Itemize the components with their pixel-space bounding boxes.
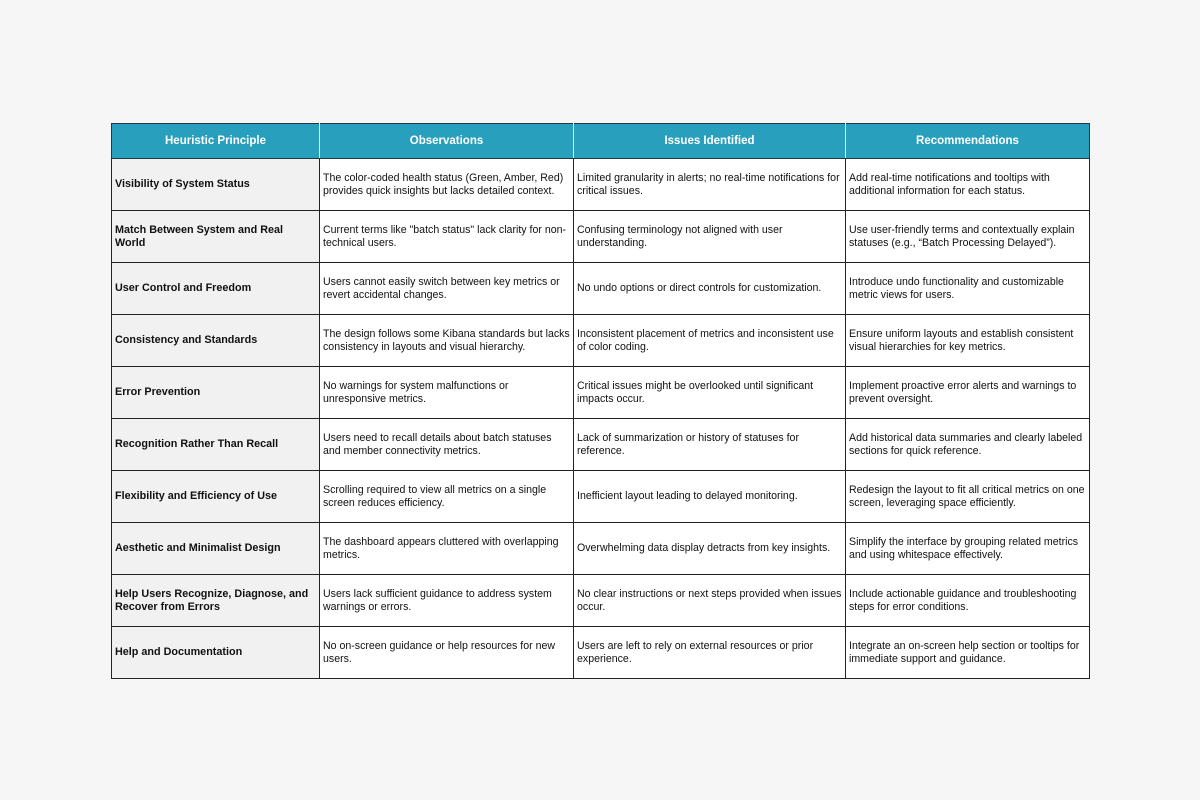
- principle-cell: Flexibility and Efficiency of Use: [112, 471, 320, 523]
- principle-cell: Visibility of System Status: [112, 159, 320, 211]
- principle-cell: Consistency and Standards: [112, 315, 320, 367]
- table-row: [112, 263, 1090, 315]
- table-row: [112, 471, 1090, 523]
- recommendation-cell: Add real-time notifications and tooltips with additional information for each status.: [846, 159, 1090, 211]
- observation-cell: The color-coded health status (Green, Amber, Red) provides quick insights but lacks detailed context.: [320, 159, 574, 211]
- observation-cell: Current terms like "batch status" lack clarity for non-technical users.: [320, 211, 574, 263]
- header-recommendations: Recommendations: [846, 124, 1090, 159]
- principle-cell: Help Users Recognize, Diagnose, and Recover from Errors: [112, 575, 320, 627]
- table-row: [112, 523, 1090, 575]
- table-row: [112, 211, 1090, 263]
- principle-cell: User Control and Freedom: [112, 263, 320, 315]
- observation-cell: The design follows some Kibana standards but lacks consistency in layouts and visual hierarchy.: [320, 315, 574, 367]
- issue-cell: Inconsistent placement of metrics and inconsistent use of color coding.: [574, 315, 846, 367]
- issue-cell: No clear instructions or next steps provided when issues occur.: [574, 575, 846, 627]
- observation-cell: Users need to recall details about batch statuses and member connectivity metrics.: [320, 419, 574, 471]
- principle-cell: Error Prevention: [112, 367, 320, 419]
- recommendation-cell: Integrate an on-screen help section or tooltips for immediate support and guidance.: [846, 627, 1090, 679]
- recommendation-cell: Include actionable guidance and troubleshooting steps for error conditions.: [846, 575, 1090, 627]
- recommendation-cell: Ensure uniform layouts and establish consistent visual hierarchies for key metrics.: [846, 315, 1090, 367]
- observation-cell: No warnings for system malfunctions or unresponsive metrics.: [320, 367, 574, 419]
- principle-cell: Aesthetic and Minimalist Design: [112, 523, 320, 575]
- header-observations: Observations: [320, 124, 574, 159]
- recommendation-cell: Redesign the layout to fit all critical metrics on one screen, leveraging space efficiently.: [846, 471, 1090, 523]
- recommendation-cell: Introduce undo functionality and customizable metric views for users.: [846, 263, 1090, 315]
- issue-cell: Overwhelming data display detracts from key insights.: [574, 523, 846, 575]
- issue-cell: Limited granularity in alerts; no real-time notifications for critical issues.: [574, 159, 846, 211]
- issue-cell: Confusing terminology not aligned with user understanding.: [574, 211, 846, 263]
- table-body: [112, 159, 1090, 679]
- table-header-row: [112, 124, 1090, 159]
- issue-cell: Critical issues might be overlooked until significant impacts occur.: [574, 367, 846, 419]
- recommendation-cell: Implement proactive error alerts and warnings to prevent oversight.: [846, 367, 1090, 419]
- table-row: [112, 367, 1090, 419]
- table-row: [112, 159, 1090, 211]
- observation-cell: No on-screen guidance or help resources for new users.: [320, 627, 574, 679]
- principle-cell: Match Between System and Real World: [112, 211, 320, 263]
- table-row: [112, 419, 1090, 471]
- observation-cell: Scrolling required to view all metrics on a single screen reduces efficiency.: [320, 471, 574, 523]
- principle-cell: Help and Documentation: [112, 627, 320, 679]
- recommendation-cell: Add historical data summaries and clearly labeled sections for quick reference.: [846, 419, 1090, 471]
- observation-cell: Users lack sufficient guidance to address system warnings or errors.: [320, 575, 574, 627]
- header-issues-identified: Issues Identified: [574, 124, 846, 159]
- issue-cell: Lack of summarization or history of statuses for reference.: [574, 419, 846, 471]
- table-row: [112, 575, 1090, 627]
- table-row: [112, 315, 1090, 367]
- principle-cell: Recognition Rather Than Recall: [112, 419, 320, 471]
- heuristic-evaluation-table-container: [111, 123, 1089, 679]
- header-heuristic-principle: Heuristic Principle: [112, 124, 320, 159]
- recommendation-cell: Use user-friendly terms and contextually explain statuses (e.g., “Batch Processing Delayed”).: [846, 211, 1090, 263]
- recommendation-cell: Simplify the interface by grouping related metrics and using whitespace effectively.: [846, 523, 1090, 575]
- observation-cell: Users cannot easily switch between key metrics or revert accidental changes.: [320, 263, 574, 315]
- issue-cell: No undo options or direct controls for customization.: [574, 263, 846, 315]
- issue-cell: Users are left to rely on external resources or prior experience.: [574, 627, 846, 679]
- issue-cell: Inefficient layout leading to delayed monitoring.: [574, 471, 846, 523]
- table-row: [112, 627, 1090, 679]
- heuristic-evaluation-table: [111, 123, 1090, 679]
- observation-cell: The dashboard appears cluttered with overlapping metrics.: [320, 523, 574, 575]
